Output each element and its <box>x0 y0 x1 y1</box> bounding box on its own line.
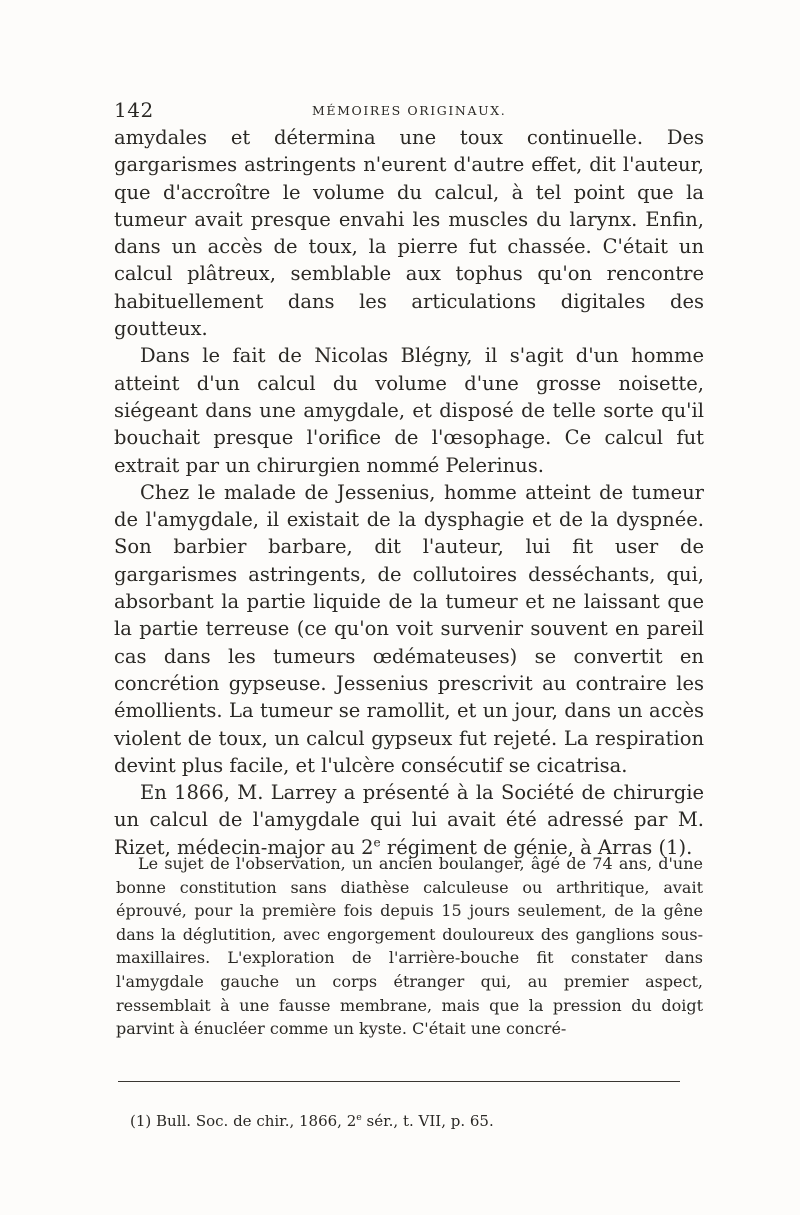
footnote-text-end: sér., t. VII, p. 65. <box>361 1112 494 1130</box>
running-title: MÉMOIRES ORIGINAUX. <box>312 103 507 118</box>
footnote <box>130 1111 494 1131</box>
paragraph-2: Dans le fait de Nicolas Blégny, il s'agit d'un homme atteint d'un calcul du volume d'une grosse noisette, siégeant dans une amygdale, et disposé de telle sorte qu'il bouchait presque l'orifice de l'œsophage. Ce calcul fut extrait par un chirurgien nommé Pelerinus. <box>114 344 704 477</box>
main-text <box>114 124 704 861</box>
page-number: 142 <box>114 98 154 122</box>
observation-note <box>116 852 703 1041</box>
superscript: e <box>373 835 381 850</box>
footnote-text: (1) Bull. Soc. de chir., 1866, 2 <box>130 1112 357 1130</box>
note-paragraph: Le sujet de l'observation, un ancien boulanger, âgé de 74 ans, d'une bonne constitution sans diathèse calculeuse ou arthritique, avait éprouvé, pour la première fois depuis 15 jours seulement, de la gêne dans la déglutition, avec engorgement douloureux des ganglions sous-maxillaires. L'exploration de l'arrière-bouche fit constater dans l'amygdale gauche un corps étranger qui, au premier aspect, ressemblait à une fausse membrane, mais que la pression du doigt parvint à énucléer comme un kyste. C'était une concré- <box>116 854 703 1039</box>
footnote-divider <box>118 1081 680 1082</box>
paragraph-4-text: En 1866, M. Larrey a présenté à la Société de chirurgie un calcul de l'amygdale qui lui avait été adressé par M. Rizet, médecin-major au 2 <box>114 781 704 859</box>
paragraph-4-text-end: régiment de génie, à Arras (1). <box>380 835 693 859</box>
paragraph-4 <box>114 779 704 861</box>
paragraph-3: Chez le malade de Jessenius, homme atteint de tumeur de l'amygdale, il existait de la dysphagie et de la dyspnée. Son barbier barbare, dit l'auteur, lui fit user de gargarismes astringents, de collutoires desséchants, qui, absorbant la partie liquide de la tumeur et ne laissant que la partie terreuse (ce qu'on voit survenir souvent en pareil cas dans les tumeurs œdémateuses) se convertit en concrétion gypseuse. Jessenius prescrivit au contraire les émollients. La tumeur se ramollit, et un jour, dans un accès violent de toux, un calcul gypseux fut rejeté. La respiration devint plus facile, et l'ulcère consécutif se cicatrisa. <box>114 480 704 777</box>
paragraph-1: amydales et détermina une toux continuelle. Des gargarismes astringents n'eurent d'autre effet, dit l'auteur, que d'accroître le volume du calcul, à tel point que la tumeur avait presque envahi les muscles du larynx. Enfin, dans un accès de toux, la pierre fut chassée. C'était un calcul plâtreux, semblable aux tophus qu'on rencontre habituellement dans les articulations digitales des goutteux. <box>114 126 704 341</box>
footnote-superscript: e <box>356 1112 362 1123</box>
page-header <box>114 98 704 122</box>
